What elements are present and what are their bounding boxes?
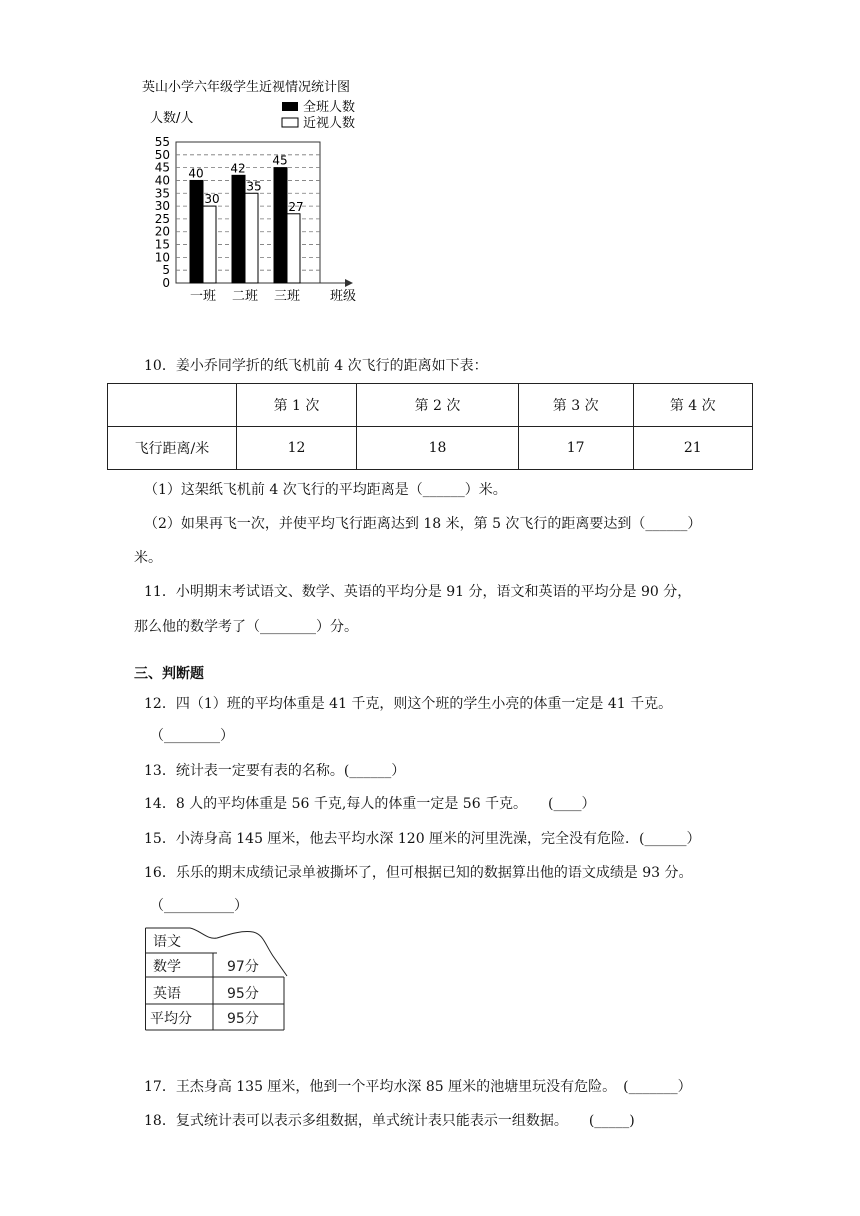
table-cell: 17 xyxy=(518,427,633,470)
torn-score-card xyxy=(145,926,290,1031)
table-header-cell: 第 1 次 xyxy=(236,384,356,427)
q11-line2: 那么他的数学考了（________）分。 xyxy=(134,619,358,635)
bar-value-label: 27 xyxy=(288,199,304,214)
q17: 17．王杰身高 135 厘米，他到一个平均水深 85 厘米的池塘里玩没有危险。 (_______） xyxy=(144,1079,692,1095)
table-header-cell xyxy=(108,384,237,427)
section-heading-judgment: 三、判断题 xyxy=(134,666,204,682)
q10-stem: 10．姜小乔同学折的纸飞机前 4 次飞行的距离如下表： xyxy=(144,358,488,374)
y-tick-label: 30 xyxy=(154,199,170,214)
y-tick-label: 25 xyxy=(154,211,170,226)
card-label-english: 英语 xyxy=(153,986,181,1002)
card-label-average: 平均分 xyxy=(150,1011,192,1027)
chart-title: 英山小学六年级学生近视情况统计图 xyxy=(142,80,351,95)
y-tick-label: 15 xyxy=(154,237,170,252)
table-header-cell: 第 2 次 xyxy=(357,384,519,427)
x-tick-label: 二班 xyxy=(231,289,259,304)
flight-distance-table xyxy=(107,383,753,470)
legend-label-myopia: 近视人数 xyxy=(303,116,356,131)
y-tick-label: 35 xyxy=(154,186,170,201)
y-tick-label: 0 xyxy=(162,276,170,290)
card-value-average: 95分 xyxy=(227,1011,259,1027)
y-tick-label: 50 xyxy=(154,147,170,162)
myopia-bar-chart xyxy=(140,74,380,314)
card-label-chinese: 语文 xyxy=(153,934,181,950)
bar-total xyxy=(232,175,245,283)
x-axis-label: 班级 xyxy=(330,289,357,304)
bar-total xyxy=(190,180,203,283)
y-tick-label: 40 xyxy=(154,173,170,188)
q12-line2: （________） xyxy=(150,728,234,744)
q14: 14．8 人的平均体重是 56 千克,每人的体重一定是 56 千克。 (____） xyxy=(144,796,596,812)
bar-value-label: 42 xyxy=(230,161,246,176)
table-row-label: 飞行距离/米 xyxy=(108,427,237,470)
table-cell: 18 xyxy=(357,427,519,470)
y-tick-label: 20 xyxy=(154,224,170,239)
q12-line1: 12．四（1）班的平均体重是 41 千克，则这个班的学生小亮的体重一定是 41 千克。 xyxy=(144,696,673,712)
q10-sub2-line2: 米。 xyxy=(134,550,162,566)
y-tick-label: 10 xyxy=(154,250,170,265)
y-tick-label: 45 xyxy=(154,160,170,175)
q10-sub1: （1）这架纸飞机前 4 次飞行的平均距离是（______）米。 xyxy=(144,482,507,498)
bar-value-label: 35 xyxy=(246,179,262,194)
table-header-row xyxy=(108,384,753,427)
chart-svg xyxy=(140,74,380,314)
legend-label-total: 全班人数 xyxy=(303,100,356,115)
x-tick-label: 三班 xyxy=(273,289,301,304)
table-header-cell: 第 4 次 xyxy=(633,384,752,427)
bar-value-label: 45 xyxy=(272,153,288,168)
legend-swatch-total xyxy=(282,102,298,111)
bar-myopia xyxy=(203,206,216,283)
q13: 13．统计表一定要有表的名称。(______） xyxy=(144,763,406,779)
y-axis-label: 人数/人 xyxy=(150,111,194,126)
table-cell: 12 xyxy=(236,427,356,470)
x-axis-arrow xyxy=(345,279,353,287)
q16-line1: 16．乐乐的期末成绩记录单被撕坏了，但可根据已知的数据算出他的语文成绩是 93 分。 xyxy=(144,865,693,881)
legend-swatch-myopia xyxy=(282,118,298,127)
table-cell: 21 xyxy=(633,427,752,470)
x-tick-label: 一班 xyxy=(189,289,217,304)
card-value-math: 97分 xyxy=(227,959,259,975)
q11-line1: 11．小明期末考试语文、数学、英语的平均分是 91 分，语文和英语的平均分是 90 分， xyxy=(144,584,692,600)
card-label-math: 数学 xyxy=(153,959,181,975)
bar-total xyxy=(274,168,287,283)
q10-sub2-line1: （2）如果再飞一次，并使平均飞行距离达到 18 米，第 5 次飞行的距离要达到（______） xyxy=(144,516,702,532)
q18: 18．复式统计表可以表示多组数据，单式统计表只能表示一组数据。 (_____) xyxy=(144,1113,635,1129)
q16-line2: （__________） xyxy=(150,898,248,914)
table-header-cell: 第 3 次 xyxy=(518,384,633,427)
card-value-english: 95分 xyxy=(227,986,259,1002)
bar-value-label: 30 xyxy=(204,192,220,207)
bar-myopia xyxy=(245,193,258,283)
bar-myopia xyxy=(287,214,300,283)
table-row xyxy=(108,427,753,470)
y-tick-label: 5 xyxy=(162,263,170,278)
bar-value-label: 40 xyxy=(188,166,204,181)
y-tick-label: 55 xyxy=(154,135,170,149)
q15: 15．小涛身高 145 厘米，他去平均水深 120 厘米的河里洗澡，完全没有危险．(______） xyxy=(144,831,701,847)
